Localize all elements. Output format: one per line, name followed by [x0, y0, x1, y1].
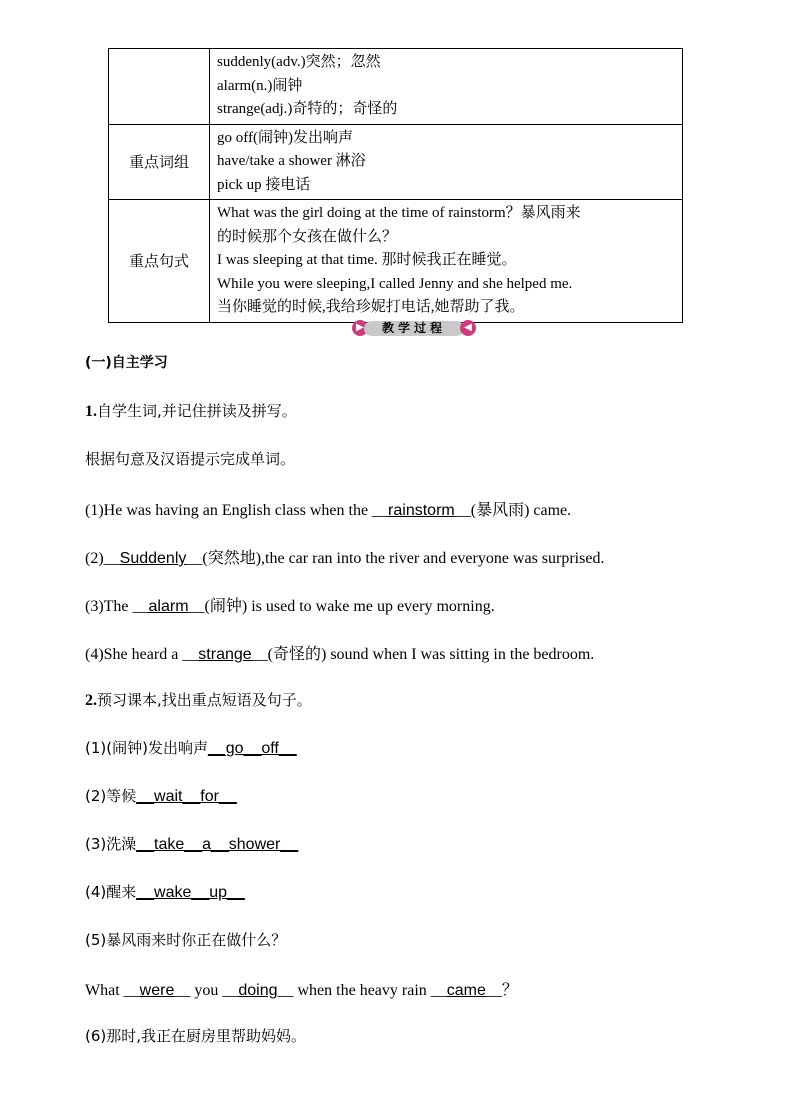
answer-text: __take__a__shower__ — [136, 836, 299, 853]
exercise-item — [85, 593, 495, 616]
question-6: (6)那时,我正在厨房里帮助妈妈。 — [85, 1027, 307, 1045]
item-text: __(闹钟) is used to wake me up every morning. — [188, 598, 495, 615]
exercise-item — [85, 545, 604, 568]
task2-number: 2. — [85, 692, 97, 709]
question-5-answer — [85, 977, 518, 1000]
section-banner — [352, 320, 476, 337]
exercise-item — [85, 497, 571, 520]
task1-title: 自学生词,并记住拼读及拼写。 — [97, 402, 297, 420]
item-text: __ when the heavy rain __ — [277, 982, 447, 999]
item-text: __ you __ — [174, 982, 239, 999]
row-items — [210, 124, 683, 200]
exercise-item — [85, 641, 594, 664]
answer-text: rainstorm — [388, 502, 455, 519]
answer-text: __wait__for__ — [136, 788, 237, 805]
row-category: 重点词组 — [109, 124, 210, 200]
phrase-item — [85, 737, 297, 758]
answer-text: came — [446, 982, 486, 999]
item-text: (1)He was having an English class when the __ — [85, 502, 389, 519]
item-text: (2)等候 — [85, 787, 137, 805]
answer-text: __go__off__ — [207, 740, 297, 757]
item-text: __(暴风雨) came. — [454, 502, 572, 519]
item-line: go off(闹钟)发出响声 — [217, 129, 353, 146]
task2-heading — [85, 689, 312, 710]
answer-text: doing — [238, 982, 278, 999]
item-text: __？ — [485, 982, 518, 999]
phrase-item — [85, 785, 237, 806]
item-line: While you were sleeping,I called Jenny and she helped me. — [217, 275, 573, 292]
item-text: __(奇怪的) sound when I was sitting in the bedroom. — [251, 646, 595, 663]
table-row — [109, 49, 683, 125]
row-items — [210, 49, 683, 125]
task1-instruction: 根据句意及汉语提示完成单词。 — [85, 450, 296, 468]
item-line: I was sleeping at that time. 那时候我正在睡觉。 — [217, 252, 517, 268]
item-text: (4)She heard a __ — [85, 646, 199, 663]
item-line: suddenly(adv.)突然；忽然 — [217, 54, 381, 70]
item-line: 的时候那个女孩在做什么？ — [217, 228, 398, 245]
row-category — [109, 49, 210, 125]
vocab-table — [108, 48, 683, 323]
task2-title: 预习课本,找出重点短语及句子。 — [97, 691, 312, 709]
item-text: (3)洗澡 — [85, 835, 137, 853]
task1-number: 1. — [85, 403, 97, 420]
item-text: (4)醒来 — [85, 883, 137, 901]
item-text: (2)__ — [85, 550, 120, 567]
answer-text: __wake__up__ — [136, 884, 245, 901]
item-text: __(突然地),the car ran into the river and everyone was surprised. — [186, 550, 605, 567]
item-line: pick up 接电话 — [217, 176, 311, 193]
item-line: have/take a shower 淋浴 — [217, 153, 366, 169]
phrase-item — [85, 881, 245, 902]
answer-text: alarm — [148, 598, 189, 615]
item-text: (3)The __ — [85, 598, 149, 615]
arrow-left-icon: ◀ — [460, 320, 476, 336]
table-row — [109, 124, 683, 200]
row-items — [210, 200, 683, 323]
banner-label: 教学过程 — [364, 321, 464, 336]
phrase-item — [85, 833, 298, 854]
answer-text: Suddenly — [119, 550, 187, 567]
answer-text: strange — [198, 646, 252, 663]
item-line: What was the girl doing at the time of rainstorm？暴风雨来 — [217, 205, 581, 221]
row-category: 重点句式 — [109, 200, 210, 323]
item-text: What __ — [85, 982, 140, 999]
question-5: (5)暴风雨来时你正在做什么？ — [85, 931, 287, 949]
answer-text: were — [139, 982, 175, 999]
section-title: (一)自主学习 — [85, 355, 168, 371]
item-line: 当你睡觉的时候,我给珍妮打电话,她帮助了我。 — [217, 299, 525, 315]
task1-heading — [85, 400, 297, 421]
item-line: strange(adj.)奇特的；奇怪的 — [217, 101, 398, 117]
item-line: alarm(n.)闹钟 — [217, 77, 303, 94]
item-text: (1)(闹钟)发出响声 — [85, 739, 208, 757]
table-row — [109, 200, 683, 323]
arrow-right-icon: ▶ — [352, 320, 368, 336]
